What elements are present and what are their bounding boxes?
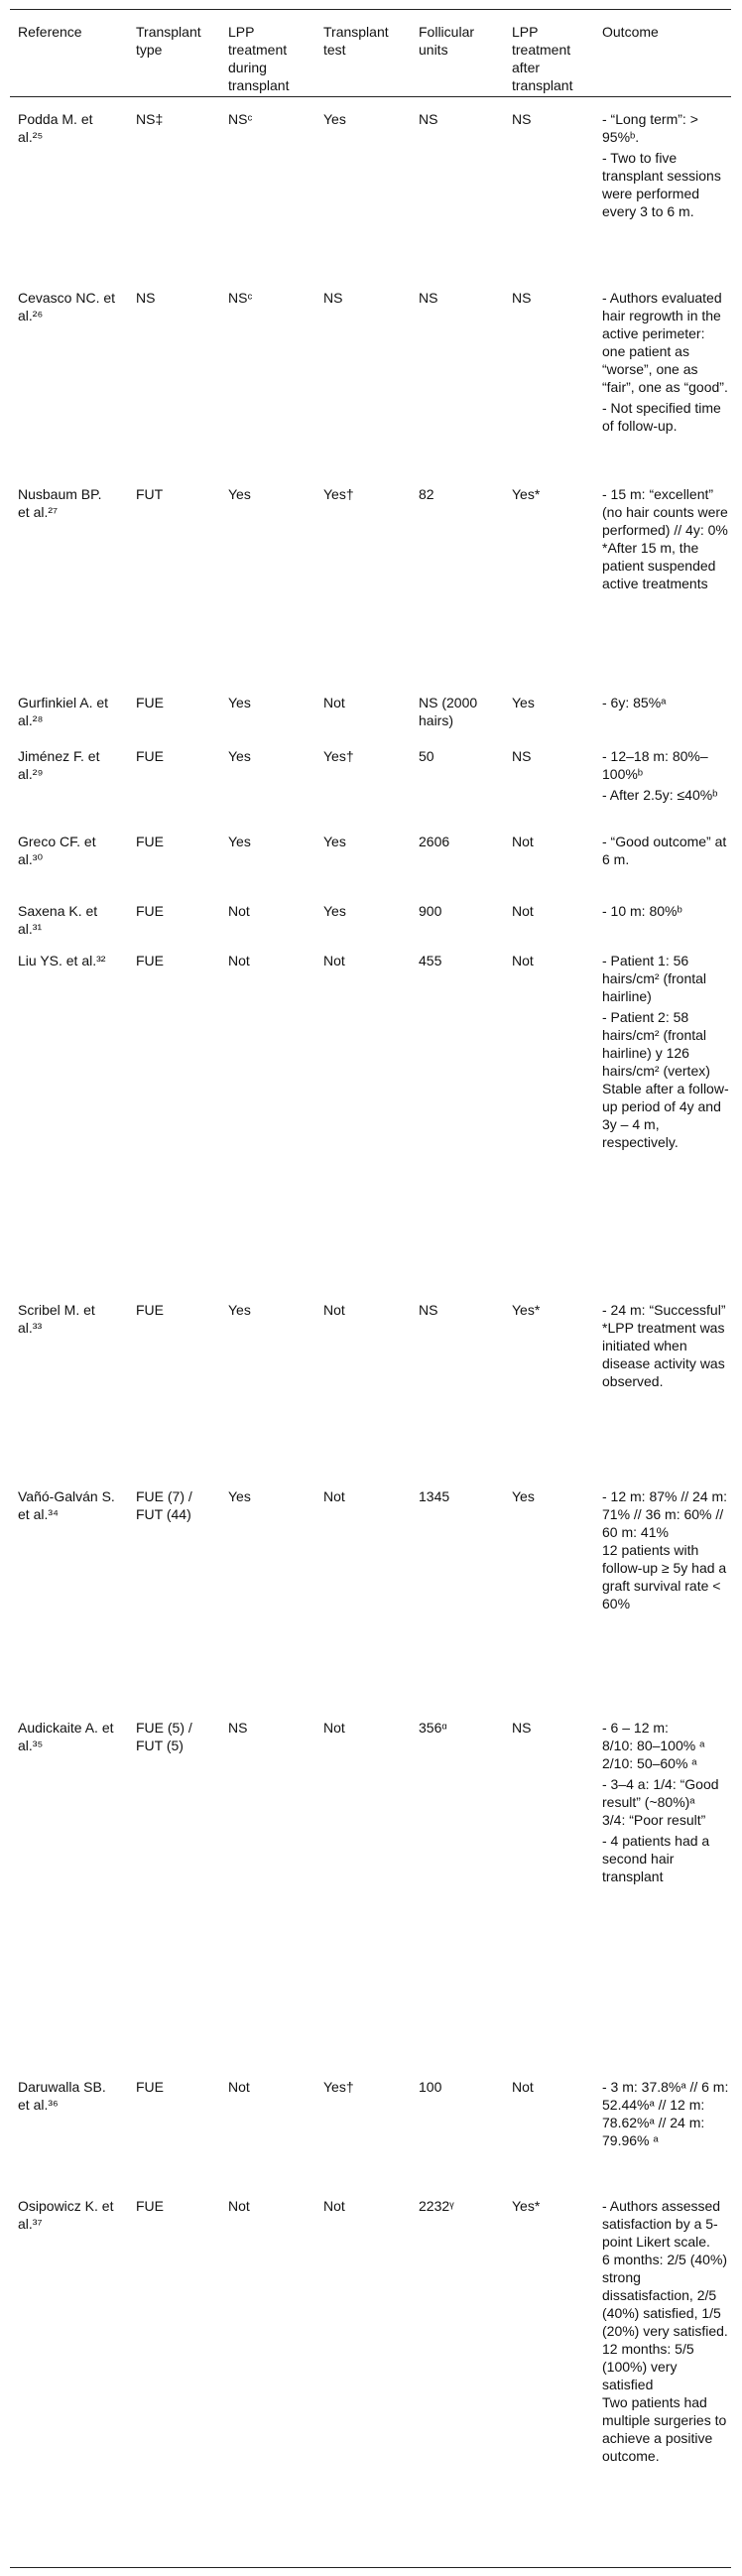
- cell-lpp-during: Not: [228, 953, 250, 968]
- cell-reference: Vañó-Galván S. et al.³⁴: [18, 1488, 115, 1522]
- outcome-line: - 12–18 m: 80%–100%ᵇ: [602, 748, 708, 782]
- cell-follicular-units: 1345: [419, 1488, 450, 1504]
- cell-transplant-type: FUE: [136, 748, 164, 764]
- outcome-line: - 4 patients had a second hair transplant: [602, 1833, 710, 1884]
- cell-lpp-after: Not: [512, 953, 534, 968]
- cell-lpp-during: NS: [228, 1720, 248, 1736]
- cell-follicular-units: 900: [419, 903, 442, 919]
- cell-reference: Scribel M. et al.³³: [18, 1302, 95, 1336]
- cell-lpp-during: Yes: [228, 748, 251, 764]
- cell-follicular-units: 82: [419, 486, 434, 502]
- cell-outcome: [602, 1301, 729, 1390]
- cell-transplant-test: Not: [323, 1302, 345, 1318]
- cell-outcome: [602, 485, 729, 592]
- table-bottom-rule: [10, 2567, 731, 2568]
- cell-follicular-units: 100: [419, 2079, 442, 2095]
- cell-lpp-during: Not: [228, 2079, 250, 2095]
- cell-transplant-type: FUE (5) / FUT (5): [136, 1720, 192, 1753]
- cell-outcome: [602, 110, 729, 220]
- cell-transplant-type: FUE: [136, 2079, 164, 2095]
- cell-transplant-type: FUE (7) / FUT (44): [136, 1488, 192, 1522]
- outcome-line: - Not specified time of follow-up.: [602, 400, 721, 434]
- cell-transplant-test: Not: [323, 1720, 345, 1736]
- outcome-line: - 24 m: “Successful” *LPP treatment was initiated when disease activity was observed.: [602, 1302, 726, 1389]
- header-lpp-after: LPP treatment after transplant: [512, 24, 573, 93]
- outcome-line: - After 2.5y: ≤40%ᵇ: [602, 787, 718, 803]
- cell-transplant-test: Yes: [323, 834, 346, 849]
- cell-lpp-during: Not: [228, 2198, 250, 2214]
- cell-follicular-units: 455: [419, 953, 442, 968]
- cell-reference: Jiménez F. et al.²⁹: [18, 748, 100, 782]
- cell-transplant-test: Not: [323, 953, 345, 968]
- cell-follicular-units: NS: [419, 290, 438, 306]
- cell-outcome: [602, 694, 729, 711]
- cell-transplant-type: NS‡: [136, 111, 164, 127]
- cell-transplant-test: Yes†: [323, 486, 354, 502]
- outcome-line: - “Good outcome” at 6 m.: [602, 834, 727, 867]
- outcome-line: - 6 – 12 m: 8/10: 80–100% ᵃ 2/10: 50–60% ᵃ: [602, 1720, 705, 1771]
- outcome-line: - 3–4 a: 1/4: “Good result” (~80%)ᵃ 3/4: “Poor result”: [602, 1776, 719, 1828]
- outcome-line: - Authors assessed satisfaction by a 5-point Likert scale. 6 months: 2/5 (40%) strong dissatisfaction, 2/5 (40%) satisfied, 1/5 (20%) very satisfied. 12 months: 5/5 (100%) very satisfied Two patients had multiple surgeries to achieve a positive outcome.: [602, 2198, 728, 2464]
- cell-outcome: [602, 1487, 729, 1612]
- cell-transplant-test: Not: [323, 1488, 345, 1504]
- header-transplant-test: Transplant test: [323, 24, 389, 58]
- cell-reference: Saxena K. et al.³¹: [18, 903, 98, 937]
- cell-transplant-type: NS: [136, 290, 156, 306]
- cell-reference: Gurfinkiel A. et al.²⁸: [18, 695, 109, 728]
- table-header-rule: [10, 96, 731, 97]
- outcome-line: - Authors evaluated hair regrowth in the active perimeter: one patient as “worse”, one as “fair”, one as “good”.: [602, 290, 728, 395]
- cell-lpp-after: Yes*: [512, 1302, 541, 1318]
- cell-lpp-during: Yes: [228, 1488, 251, 1504]
- cell-transplant-test: Yes†: [323, 748, 354, 764]
- cell-outcome: [602, 289, 729, 435]
- table-top-rule: [10, 9, 731, 10]
- cell-follicular-units: 356ᵅ: [419, 1720, 447, 1736]
- cell-lpp-after: NS: [512, 290, 532, 306]
- cell-lpp-during: Yes: [228, 695, 251, 710]
- cell-lpp-after: Not: [512, 2079, 534, 2095]
- outcome-line: - Two to five transplant sessions were performed every 3 to 6 m.: [602, 150, 721, 219]
- cell-lpp-after: Not: [512, 834, 534, 849]
- cell-outcome: [602, 952, 729, 1151]
- cell-follicular-units: 2232ᵞ: [419, 2198, 454, 2214]
- cell-lpp-after: Not: [512, 903, 534, 919]
- cell-reference: Cevasco NC. et al.²⁶: [18, 290, 116, 323]
- cell-follicular-units: NS: [419, 111, 438, 127]
- cell-lpp-during: Yes: [228, 834, 251, 849]
- cell-lpp-during: Yes: [228, 1302, 251, 1318]
- cell-follicular-units: NS: [419, 1302, 438, 1318]
- cell-lpp-during: NSᶜ: [228, 111, 253, 127]
- cell-lpp-during: NSᶜ: [228, 290, 253, 306]
- cell-follicular-units: NS (2000 hairs): [419, 695, 478, 728]
- cell-lpp-during: Yes: [228, 486, 251, 502]
- cell-transplant-type: FUT: [136, 486, 164, 502]
- cell-outcome: [602, 2197, 729, 2465]
- cell-transplant-type: FUE: [136, 2198, 164, 2214]
- cell-reference: Osipowicz K. et al.³⁷: [18, 2198, 114, 2232]
- outcome-line: - Patient 1: 56 hairs/cm² (frontal hairline): [602, 953, 707, 1004]
- outcome-line: - 10 m: 80%ᵇ: [602, 903, 682, 919]
- cell-reference: Daruwalla SB. et al.³⁶: [18, 2079, 106, 2113]
- cell-lpp-after: Yes*: [512, 2198, 541, 2214]
- cell-transplant-test: Yes: [323, 903, 346, 919]
- cell-transplant-test: Not: [323, 2198, 345, 2214]
- outcome-line: - 3 m: 37.8%ᵃ // 6 m: 52.44%ᵃ // 12 m: 78.62%ᵃ // 24 m: 79.96% ᵃ: [602, 2079, 729, 2148]
- outcome-line: - 15 m: “excellent” (no hair counts were performed) // 4y: 0% *After 15 m, the patient suspended active treatments: [602, 486, 728, 591]
- header-outcome: Outcome: [602, 24, 659, 40]
- outcome-line: - Patient 2: 58 hairs/cm² (frontal hairline) y 126 hairs/cm² (vertex) Stable after a follow-up period of 4y and 3y – 4 m, respectively.: [602, 1009, 729, 1150]
- cell-reference: Nusbaum BP. et al.²⁷: [18, 486, 102, 520]
- cell-reference: Audickaite A. et al.³⁵: [18, 1720, 114, 1753]
- cell-reference: Podda M. et al.²⁵: [18, 111, 93, 145]
- cell-reference: Greco CF. et al.³⁰: [18, 834, 96, 867]
- cell-outcome: [602, 1719, 729, 1885]
- cell-lpp-after: NS: [512, 1720, 532, 1736]
- cell-reference: Liu YS. et al.³²: [18, 953, 106, 968]
- outcome-line: - 12 m: 87% // 24 m: 71% // 36 m: 60% // 60 m: 41% 12 patients with follow-up ≥ 5y had a graft survival rate < 60%: [602, 1488, 728, 1611]
- cell-transplant-type: FUE: [136, 953, 164, 968]
- cell-outcome: [602, 2078, 729, 2149]
- cell-transplant-type: FUE: [136, 1302, 164, 1318]
- header-lpp-during: LPP treatment during transplant: [228, 24, 290, 93]
- cell-outcome: [602, 833, 729, 868]
- cell-follicular-units: 50: [419, 748, 434, 764]
- cell-transplant-type: FUE: [136, 695, 164, 710]
- cell-lpp-after: Yes*: [512, 486, 541, 502]
- cell-transplant-test: Yes†: [323, 2079, 354, 2095]
- cell-transplant-type: FUE: [136, 903, 164, 919]
- cell-outcome: [602, 747, 729, 804]
- header-transplant-type: Transplant type: [136, 24, 201, 58]
- header-follicular-units: Follicular units: [419, 24, 475, 58]
- cell-transplant-test: Not: [323, 695, 345, 710]
- cell-transplant-test: NS: [323, 290, 343, 306]
- cell-lpp-during: Not: [228, 903, 250, 919]
- cell-lpp-after: NS: [512, 748, 532, 764]
- outcome-line: - “Long term”: > 95%ᵇ.: [602, 111, 698, 145]
- header-reference: Reference: [18, 24, 82, 40]
- cell-transplant-test: Yes: [323, 111, 346, 127]
- cell-lpp-after: Yes: [512, 695, 535, 710]
- cell-transplant-type: FUE: [136, 834, 164, 849]
- cell-outcome: [602, 902, 729, 920]
- outcome-line: - 6y: 85%ᵃ: [602, 695, 667, 710]
- cell-lpp-after: Yes: [512, 1488, 535, 1504]
- cell-follicular-units: 2606: [419, 834, 450, 849]
- cell-lpp-after: NS: [512, 111, 532, 127]
